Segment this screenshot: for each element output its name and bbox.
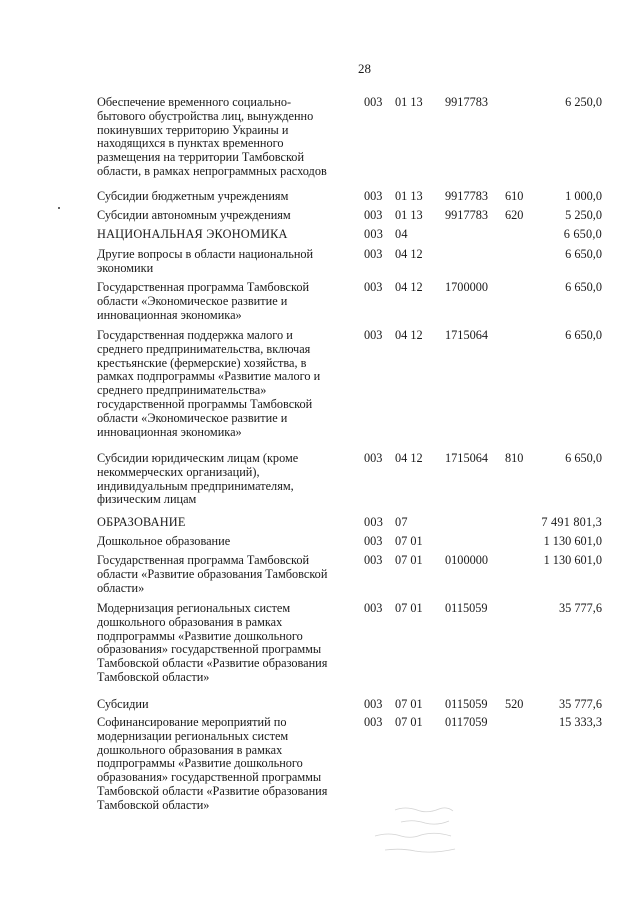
row-description: Субсидии автономным учреждениям: [97, 208, 291, 222]
row-section-code: 07 01: [395, 553, 423, 567]
row-amount: 15 333,3: [558, 715, 602, 729]
row-department-code: 003: [364, 280, 383, 294]
row-section-code: 01 13: [395, 208, 423, 222]
row-department-code: 003: [364, 697, 383, 711]
row-description: Государственная программа Тамбовской области «Экономическое развитие и инновационная экономика»: [97, 280, 310, 322]
row-description: Субсидии юридическим лицам (кроме некоммерческих организаций), индивидуальным предпринимателям, физическим лицам: [97, 451, 299, 507]
row-amount: 1 000,0: [565, 189, 602, 203]
row-section-code: 01 13: [395, 95, 423, 109]
row-section-code: 07 01: [395, 715, 423, 729]
row-amount: 1 130 601,0: [543, 553, 602, 567]
row-amount: 6 250,0: [565, 95, 602, 109]
row-section-code: 07 01: [395, 534, 423, 548]
row-section-code: 07 01: [395, 697, 423, 711]
row-section-code: 04 12: [395, 280, 423, 294]
row-expense-type: 810: [505, 451, 524, 465]
row-department-code: 003: [364, 601, 383, 615]
row-description: Другие вопросы в области национальной экономики: [97, 247, 314, 275]
margin-mark: [58, 207, 60, 209]
row-section-code: 04: [395, 227, 408, 241]
row-amount: 7 491 801,3: [541, 515, 602, 529]
row-department-code: 003: [364, 208, 383, 222]
row-section-code: 07: [395, 515, 408, 529]
row-section-code: 07 01: [395, 601, 423, 615]
row-target-code: 9917783: [445, 95, 489, 109]
row-department-code: 003: [364, 715, 383, 729]
row-department-code: 003: [364, 553, 383, 567]
row-department-code: 003: [364, 534, 383, 548]
row-department-code: 003: [364, 95, 383, 109]
row-department-code: 003: [364, 328, 383, 342]
row-amount: 1 130 601,0: [543, 534, 602, 548]
row-target-code: 1715064: [445, 451, 489, 465]
row-target-code: 0115059: [445, 601, 488, 615]
row-description: Модернизация региональных систем дошкольного образования в рамках подпрограммы «Развитие дошкольного образования» государственной программы Тамбовской области «Развитие образования Тамбовской области»: [97, 601, 328, 684]
row-target-code: 0115059: [445, 697, 488, 711]
row-amount: 35 777,6: [558, 697, 602, 711]
row-section-code: 01 13: [395, 189, 423, 203]
faded-stamp-mark: [365, 800, 505, 860]
row-description: НАЦИОНАЛЬНАЯ ЭКОНОМИКА: [97, 227, 288, 241]
row-description: Дошкольное образование: [97, 534, 231, 548]
row-amount: 35 777,6: [558, 601, 602, 615]
row-department-code: 003: [364, 227, 384, 241]
row-section-code: 04 12: [395, 451, 423, 465]
row-target-code: 9917783: [445, 189, 489, 203]
row-department-code: 003: [364, 247, 383, 261]
row-department-code: 003: [364, 189, 383, 203]
row-amount: 6 650,0: [563, 227, 602, 241]
row-amount: 6 650,0: [565, 328, 602, 342]
row-description: Государственная программа Тамбовской области «Развитие образования Тамбовской области»: [97, 553, 328, 595]
row-department-code: 003: [364, 451, 383, 465]
row-expense-type: 610: [505, 189, 524, 203]
row-target-code: 0100000: [445, 553, 489, 567]
row-amount: 6 650,0: [565, 280, 602, 294]
row-target-code: 9917783: [445, 208, 489, 222]
row-amount: 6 650,0: [565, 247, 602, 261]
row-amount: 6 650,0: [565, 451, 602, 465]
row-amount: 5 250,0: [565, 208, 602, 222]
row-expense-type: 520: [505, 697, 524, 711]
row-description: Субсидии бюджетным учреждениям: [97, 189, 289, 203]
row-department-code: 003: [364, 515, 384, 529]
page-number: 28: [358, 61, 371, 76]
row-description: Государственная поддержка малого и среднего предпринимательства, включая крестьянские (фермерские) хозяйства, в рамках подпрограммы «Развитие малого и среднего предпринимательства» государственной программы Тамбовской области «Экономическое развитие и инновационная экономика»: [97, 328, 321, 439]
row-target-code: 0117059: [445, 715, 488, 729]
row-description: Субсидии: [97, 697, 149, 711]
row-expense-type: 620: [505, 208, 524, 222]
row-section-code: 04 12: [395, 247, 423, 261]
row-target-code: 1715064: [445, 328, 489, 342]
row-section-code: 04 12: [395, 328, 423, 342]
row-target-code: 1700000: [445, 280, 489, 294]
row-description: ОБРАЗОВАНИЕ: [97, 515, 186, 529]
row-description: Обеспечение временного социально- бытового обустройства лиц, вынужденно покинувших территорию Украины и находящихся в пунктах временного размещения на территории Тамбовской области, в рамках непрограммных расходов: [97, 95, 327, 178]
row-description: Софинансирование мероприятий по модернизации региональных систем дошкольного образования в рамках подпрограммы «Развитие дошкольного образования» государственной программы Тамбовской области «Развитие образования Тамбовской области»: [97, 715, 328, 812]
